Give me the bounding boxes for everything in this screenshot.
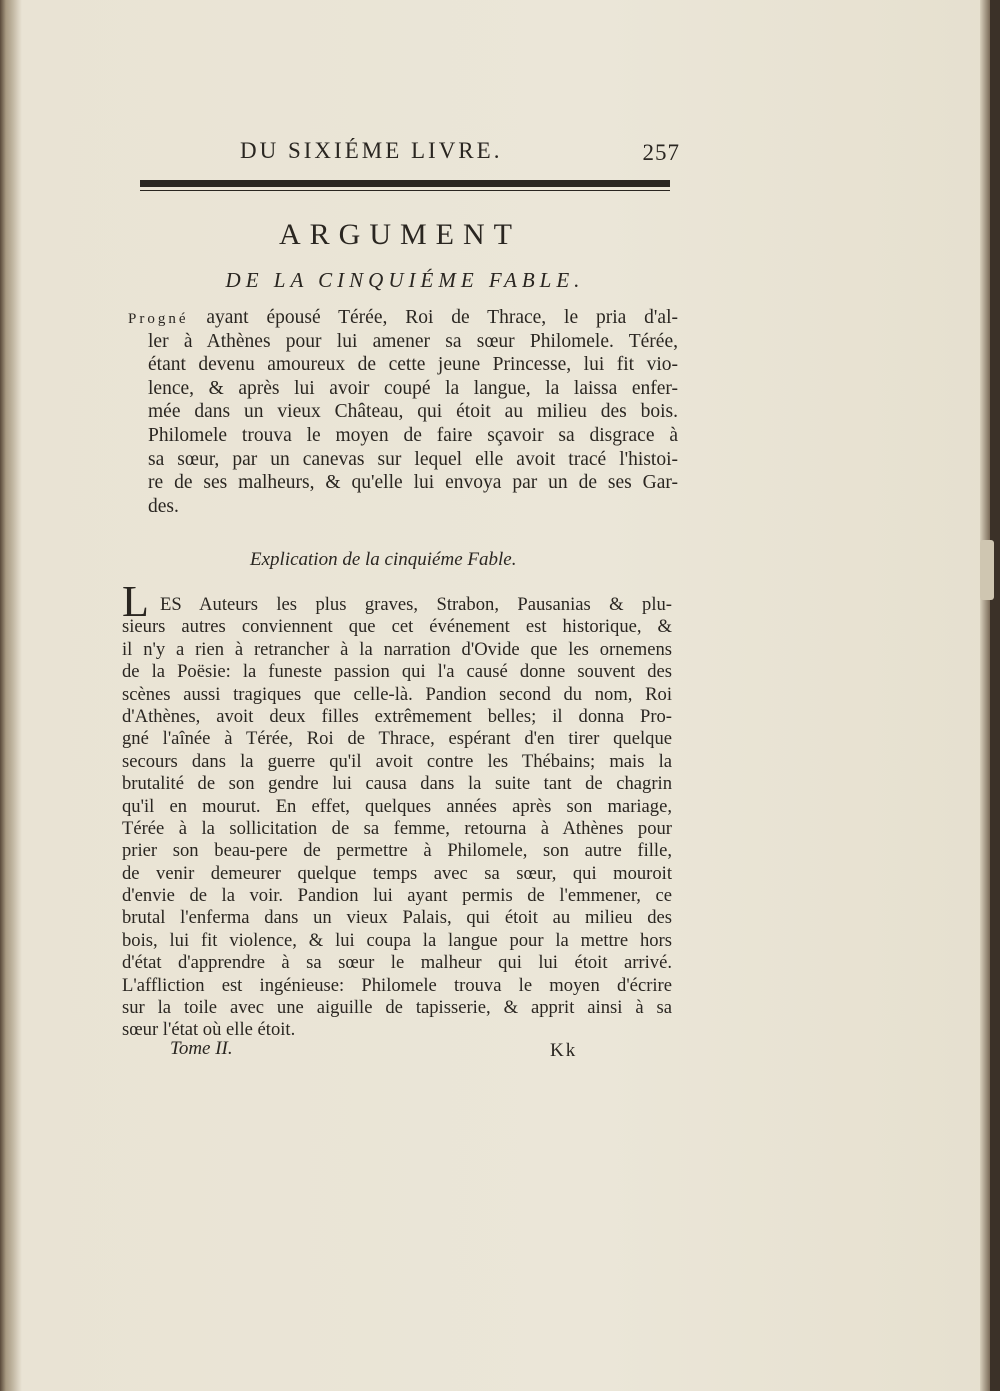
text-line: étant devenu amoureux de cette jeune Princesse, lui fit vio-: [148, 354, 678, 376]
text-line: [128, 306, 678, 330]
text-line: scènes aussi tragiques que celle-là. Pandion second du nom, Roi: [122, 683, 672, 705]
small-caps-lead: Progné: [128, 311, 189, 327]
text-line: mée dans un vieux Château, qui étoit au milieu des bois.: [148, 401, 678, 423]
page-tab: [980, 540, 994, 600]
text-line: d'envie de la voir. Pandion lui ayant permis de l'emmener, ce: [122, 885, 672, 907]
text-line: lence, & après lui avoir coupé la langue, la laissa enfer-: [148, 377, 678, 399]
text-line: qu'il en mourut. En effet, quelques années après son mariage,: [122, 795, 672, 817]
text-line: sur la toile avec une aiguille de tapisserie, & apprit ainsi à sa: [122, 997, 672, 1019]
drop-cap: L: [122, 577, 149, 626]
signature-mark: Kk: [550, 1040, 578, 1061]
chapter-title: ARGUMENT: [279, 218, 521, 251]
text-line: bois, lui fit violence, & lui coupa la langue pour la mettre hors: [122, 929, 672, 951]
text-line: ler à Athènes pour lui amener sa sœur Philomele. Térée,: [148, 330, 678, 352]
volume-label: Tome II.: [170, 1038, 233, 1059]
text-line: prier son beau-pere de permettre à Philomele, son autre fille,: [122, 840, 672, 862]
chapter-subtitle: DE LA CINQUIÉME FABLE.: [225, 268, 585, 292]
page-number: 257: [642, 140, 680, 165]
text-line: d'Athènes, avoit deux filles extrêmement belles; il donna Pro-: [122, 705, 672, 727]
header-rule: [140, 180, 670, 187]
text-line: il n'y a rien à retrancher à la narration d'Ovide que les ornemens: [122, 638, 672, 660]
text-line: de venir demeurer quelque temps avec sa sœur, qui mouroit: [122, 862, 672, 884]
text-line: sa sœur, par un canevas sur lequel elle avoit tracé l'histoi-: [148, 448, 678, 470]
text-line: Philomele trouva le moyen de faire sçavoir sa disgrace à: [148, 424, 678, 446]
text-line: brutal l'enferma dans un vieux Palais, qui étoit au milieu des: [122, 907, 672, 929]
text-line: sieurs autres conviennent que cet événement est historique, &: [122, 616, 672, 638]
text-line: ES Auteurs les plus graves, Strabon, Pausanias & plu-: [160, 594, 672, 615]
header-rule-thin: [140, 190, 670, 191]
page-edge: [980, 0, 990, 1391]
text-line: de la Poësie: la funeste passion qui l'a causé donne souvent des: [122, 661, 672, 683]
text-line: brutalité de son gendre lui causa dans la suite tant de chagrin: [122, 773, 672, 795]
text-line: L'affliction est ingénieuse: Philomele trouva le moyen d'écrire: [122, 974, 672, 996]
text-line: gné l'aînée à Térée, Roi de Thrace, espérant d'en tirer quelque: [122, 728, 672, 750]
text-line: sœur l'état où elle étoit.: [122, 1019, 296, 1041]
explication-heading: Explication de la cinquiéme Fable.: [250, 549, 517, 570]
running-head: [240, 138, 680, 168]
explication-body: [122, 594, 672, 1042]
text-line: d'état d'apprendre à sa sœur le malheur qui lui étoit arrivé.: [122, 952, 672, 974]
text-line: des.: [148, 495, 179, 517]
text-line: re de ses malheurs, & qu'elle lui envoya par un de ses Gar-: [148, 472, 678, 494]
argument-paragraph: [128, 306, 678, 518]
running-head-title: DU SIXIÉME LIVRE.: [240, 138, 503, 163]
text-line: Térée à la sollicitation de sa femme, retourna à Athènes pour: [122, 817, 672, 839]
spine-shadow: [0, 0, 22, 1391]
text-line: secours dans la guerre qu'il avoit contre les Thébains; mais la: [122, 750, 672, 772]
line-text: ayant épousé Térée, Roi de Thrace, le pria d'al-: [188, 307, 678, 328]
